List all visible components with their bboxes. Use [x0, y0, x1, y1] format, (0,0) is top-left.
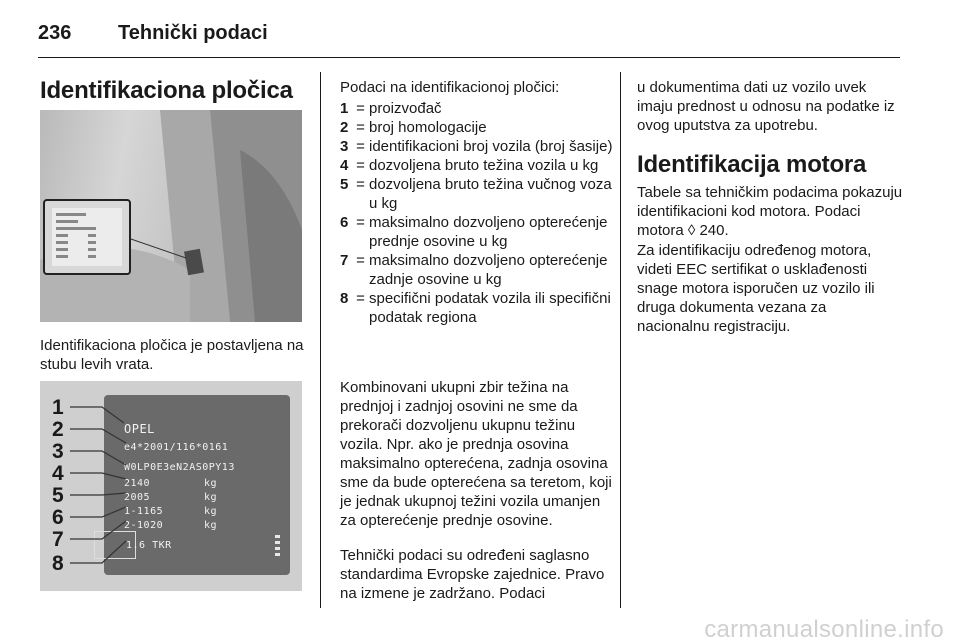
item-number: 7 [340, 252, 349, 269]
engine-code-paragraph [637, 183, 903, 240]
plate-unit-7: kg [204, 520, 218, 531]
plate-unit-6: kg [204, 506, 218, 517]
item-text: dozvoljena bruto težina vučnog voza u kg [369, 176, 612, 212]
plate-leader-lines [40, 381, 302, 591]
engine-code-text: Tabele sa tehničkim podacima pokazuju identifikacioni kod motora. Podaci motora [637, 184, 903, 239]
plate-line-7: 2-1020 [124, 520, 164, 531]
plate-callout-1: 1 [52, 396, 64, 419]
item-number: 1 [340, 100, 349, 117]
chapter-title: Tehnički podaci [118, 22, 268, 44]
item-text: dozvoljena bruto težina vozila u kg [369, 157, 599, 174]
plate-data-intro: Podaci na identifikacionoj pločici: [340, 79, 560, 96]
list-item: 8 = specifični podatak vozila ili specifični podatak regiona [340, 289, 615, 327]
item-text: proizvođač [369, 100, 442, 117]
plate-callout-8: 8 [52, 552, 64, 575]
technical-data-note: Tehnički podaci su određeni saglasno standardima Evropske zajednice. Pravo na izmene je zadržano. Podaci [340, 547, 605, 602]
plate-callout-6: 6 [52, 506, 64, 529]
item-number: 3 [340, 138, 349, 155]
plate-data-list [340, 99, 615, 327]
list-item: 6 = maksimalno dozvoljeno opterećenje prednje osovine u kg [340, 213, 615, 251]
section-heading-plate: Identifikaciona pločica [40, 77, 293, 104]
list-item: 3 = identifikacioni broj vozila (broj šasije) [340, 137, 615, 156]
plate-callout-4: 4 [52, 462, 64, 485]
plate-unit-5: kg [204, 492, 218, 503]
plate-line-1: OPEL [124, 422, 155, 436]
site-watermark: carmanualsonline.info [704, 616, 944, 643]
item-number: 5 [340, 176, 349, 193]
door-pillar-photo [40, 110, 302, 322]
continued-paragraph: u dokumentima dati uz vozilo uvek imaju prednost u odnosu na podatke iz ovog uputstva za upotrebu. [637, 79, 895, 134]
list-item: 4 = dozvoljena bruto težina vozila u kg [340, 156, 615, 175]
plate-unit-4: kg [204, 478, 218, 489]
item-text: maksimalno dozvoljeno opterećenje zadnje osovine u kg [369, 252, 608, 288]
plate-callout-7: 7 [52, 528, 64, 551]
page-number: 236 [38, 22, 72, 44]
list-item: 5 = dozvoljena bruto težina vučnog voza u kg [340, 175, 615, 213]
page-reference: 240. [695, 222, 729, 239]
engine-certificate-paragraph: Za identifikaciju određenog motora, videti EEC sertifikat o usklađenosti snage motora isporučen uz vozilo ili druga dokumenta vezana za nacionalnu registraciju. [637, 242, 875, 335]
item-number: 4 [340, 157, 349, 174]
header-divider [38, 57, 900, 58]
plate-line-5: 2005 [124, 492, 151, 503]
plate-location-caption: Identifikaciona pločica je postavljena na stubu levih vrata. [40, 337, 304, 373]
identification-plate-photo [40, 381, 302, 591]
item-number: 6 [340, 214, 349, 231]
plate-line-8: 1.6 TKR [126, 540, 172, 551]
column-divider-1 [320, 72, 321, 608]
plate-callout-3: 3 [52, 440, 64, 463]
section-heading-engine: Identifikacija motora [637, 151, 867, 178]
list-item: 2 = broj homologacije [340, 118, 615, 137]
list-item: 7 = maksimalno dozvoljeno opterećenje zadnje osovine u kg [340, 251, 615, 289]
arrow-reference-icon[interactable]: ◊ [687, 222, 696, 239]
door-pillar-illustration [40, 110, 302, 322]
item-text: specifični podatak vozila ili specifični podatak regiona [369, 290, 611, 326]
plate-line-3: W0LP0E3eN2AS0PY13 [124, 462, 235, 473]
column-divider-2 [620, 72, 621, 608]
plate-line-4: 2140 [124, 478, 151, 489]
list-item: 1 = proizvođač [340, 99, 615, 118]
plate-callout-2: 2 [52, 418, 64, 441]
axle-load-paragraph: Kombinovani ukupni zbir težina na prednjoj i zadnjoj osovini ne sme da prekorači dozvoljenu ukupnu težinu vozila. Npr. ako je prednja osovina maksimalno opterećena, zadnja osovina sme da bude opterećena sa teretom, koji je jednak ukupnoj težini vozila umanjen za opterećenje prednje osovine. [340, 379, 612, 529]
item-number: 2 [340, 119, 349, 136]
item-text: identifikacioni broj vozila (broj šasije) [369, 138, 613, 155]
item-text: broj homologacije [369, 119, 487, 136]
plate-line-2: e4*2001/116*0161 [124, 442, 229, 453]
plate-line-6: 1-1165 [124, 506, 164, 517]
item-number: 8 [340, 290, 349, 307]
item-text: maksimalno dozvoljeno opterećenje prednje osovine u kg [369, 214, 608, 250]
plate-callout-5: 5 [52, 484, 64, 507]
